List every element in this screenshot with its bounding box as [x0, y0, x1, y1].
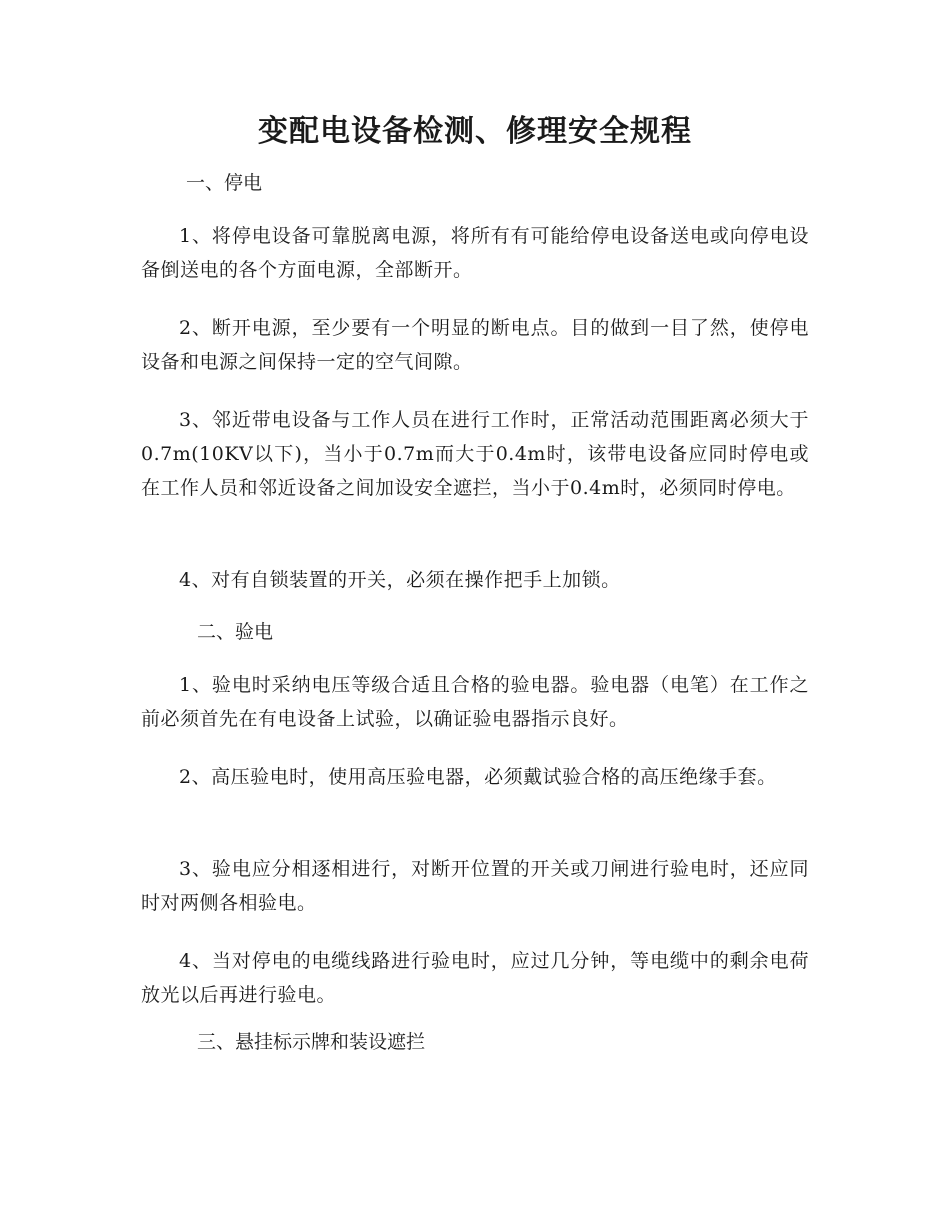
paragraph: 3、验电应分相逐相进行，对断开位置的开关或刀闸进行验电时，还应同时对两侧各相验电。 [141, 858, 809, 914]
section-heading-power-off: 一、停电 [186, 172, 263, 194]
paragraph: 2、高压验电时，使用高压验电器，必须戴试验合格的高压绝缘手套。 [179, 766, 777, 788]
paragraph: 1、将停电设备可靠脱离电源，将所有有可能给停电设备送电或向停电设备倒送电的各个方面电源，全部断开。 [141, 225, 809, 281]
paragraph: 2、断开电源，至少要有一个明显的断电点。目的做到一目了然，使停电设备和电源之间保持一定的空气间隙。 [141, 317, 809, 373]
paragraph: 3、邻近带电设备与工作人员在进行工作时，正常活动范围距离必须大于0.7m(10KV以下)，当小于0.7m而大于0.4m时，该带电设备应同时停电或在工作人员和邻近设备之间加设安全遮拦，当小于0.4m时，必须同时停电。 [141, 409, 809, 499]
paragraph: 1、验电时采纳电压等级合适且合格的验电器。验电器（电笔）在工作之前必须首先在有电设备上试验，以确证验电器指示良好。 [141, 674, 809, 730]
paragraph: 4、当对停电的电缆线路进行验电时，应过几分钟，等电缆中的剩余电荷放光以后再进行验电。 [141, 950, 809, 1006]
document-title: 变配电设备检测、修理安全规程 [258, 114, 692, 149]
section-heading-voltage-test: 二、验电 [197, 621, 274, 643]
section-heading-signs-barriers: 三、悬挂标示牌和装设遮拦 [197, 1031, 426, 1053]
paragraph: 4、对有自锁装置的开关，必须在操作把手上加锁。 [179, 569, 621, 591]
